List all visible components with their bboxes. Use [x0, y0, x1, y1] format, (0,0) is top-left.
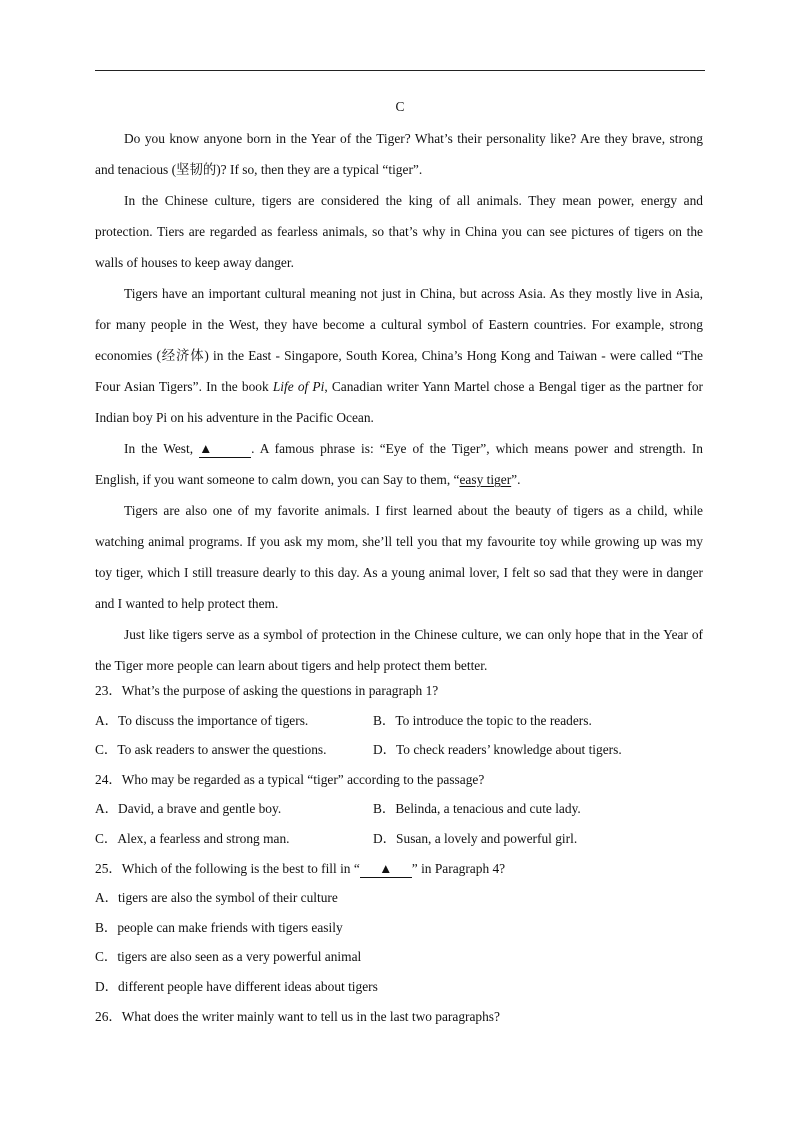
paragraph-4-text-c: ”. — [511, 472, 521, 487]
question-25-stem-text-a: 25．Which of the following is the best to fill in “ — [95, 860, 360, 876]
section-heading: C — [395, 99, 405, 114]
underlined-phrase: easy tiger — [459, 472, 512, 487]
paragraph-4-text-a: In the West, — [124, 441, 200, 456]
paragraph-1: Do you know anyone born in the Year of the Tiger? What’s their personality like? Are they brave, strong and tenacious (坚韧的)? If so, then they are a typical “tiger”. — [95, 131, 703, 177]
question-23-option-d: D．To check readers’ knowledge about tigers. — [373, 742, 622, 758]
paragraph-3-text-a: Tigers have an important cultural meaning not just in China, but across Asia. As they mostly live in Asia, for many people in the West, they have become a cultural symbol of Eastern countries. For example, strong economies (经济体) in the East - Singapore, South Korea, China’s Hong Kong and Taiwan - were called “The Four Asian Tigers”. In the book — [95, 286, 703, 394]
question-24-options-row-1 — [95, 794, 705, 824]
question-25-stem — [95, 854, 705, 884]
question-25-blank: ▲ — [360, 861, 412, 878]
question-24-option-c: C．Alex, a fearless and strong man. — [95, 830, 290, 846]
question-25-option-a: A．tigers are also the symbol of their culture — [95, 890, 338, 906]
question-24-option-a: A．David, a brave and gentle boy. — [95, 801, 282, 817]
book-title: Life of Pi — [272, 379, 325, 394]
question-24-option-d: D．Susan, a lovely and powerful girl. — [373, 830, 578, 846]
question-25-option-d: D．different people have different ideas about tigers — [95, 978, 378, 994]
question-25-option-b: B．people can make friends with tigers easily — [95, 919, 343, 935]
top-divider — [95, 70, 705, 71]
paragraph-2: In the Chinese culture, tigers are considered the king of all animals. They mean power, energy and protection. Tiers are regarded as fearless animals, so that’s why in China you can see pictures of tigers on the walls of houses to keep away danger. — [95, 193, 703, 270]
question-23-options-row-1 — [95, 706, 705, 736]
paragraph-3-text-b: , Canadian writer Yann Martel chose a Bengal tiger as the partner for Indian boy Pi on his adventure in the Pacific Ocean. — [95, 379, 703, 425]
question-23-options-row-2 — [95, 735, 705, 765]
reading-passage — [95, 123, 703, 681]
question-26-stem: 26．What does the writer mainly want to tell us in the last two paragraphs? — [95, 1008, 500, 1024]
question-24-option-b: B．Belinda, a tenacious and cute lady. — [373, 801, 581, 817]
paragraph-3 — [95, 278, 703, 433]
question-list — [95, 676, 705, 1031]
question-25-stem-text-b: ” in Paragraph 4? — [411, 860, 506, 876]
question-24-stem: 24．Who may be regarded as a typical “tiger” according to the passage? — [95, 771, 485, 787]
fill-blank: ▲ — [199, 441, 251, 458]
paragraph-6: Just like tigers serve as a symbol of protection in the Chinese culture, we can only hope that in the Year of the Tiger more people can learn about tigers and help protect them better. — [95, 627, 703, 673]
paragraph-4 — [95, 433, 703, 495]
question-23-option-a: A．To discuss the importance of tigers. — [95, 712, 309, 728]
question-25-option-c: C．tigers are also seen as a very powerful animal — [95, 949, 362, 965]
paragraph-5: Tigers are also one of my favorite animals. I first learned about the beauty of tigers as a child, while watching animal programs. If you ask my mom, she’ll tell you that my favourite toy while growing up was my toy tiger, which I still treasure dearly to this day. As a young animal lover, I felt so sad that they were in danger and I wanted to help protect them. — [95, 503, 703, 611]
question-23-option-c: C．To ask readers to answer the questions. — [95, 742, 327, 758]
question-23-option-b: B．To introduce the topic to the readers. — [373, 712, 592, 728]
paragraph-4-text-b: . A famous phrase is: “Eye of the Tiger”, which means power and strength. In English, if you want someone to calm down, you can Say to them, “ — [95, 441, 703, 487]
question-24-options-row-2 — [95, 824, 705, 854]
question-23-stem: 23．What’s the purpose of asking the questions in paragraph 1? — [95, 683, 439, 698]
